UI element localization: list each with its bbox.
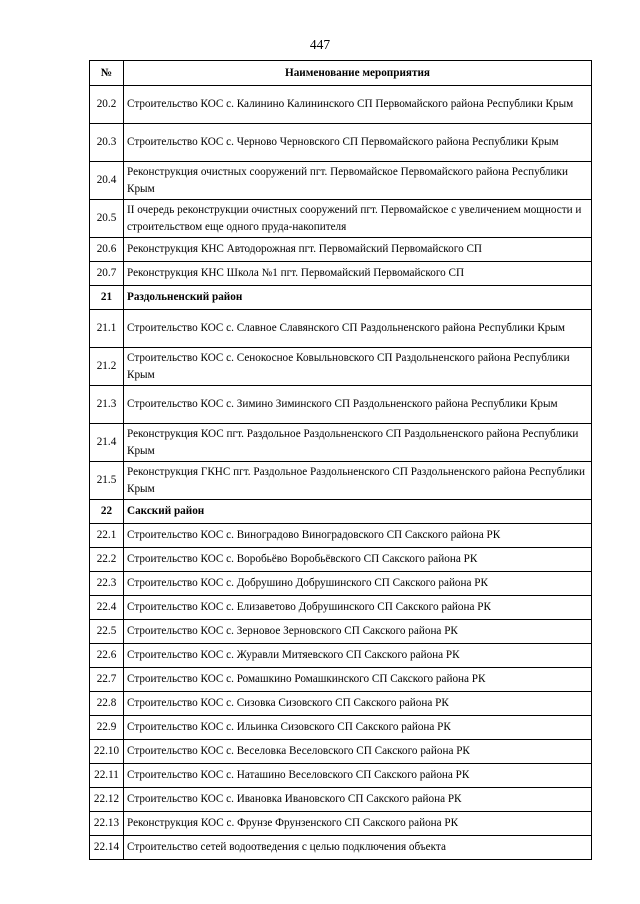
- row-number: 20.3: [90, 124, 124, 162]
- row-name: Реконструкция КНС Школа №1 пгт. Первомайский Первомайского СП: [124, 262, 592, 286]
- table-row: [90, 572, 592, 596]
- section-title: Раздольненский район: [124, 286, 592, 310]
- table-row: [90, 310, 592, 348]
- row-name: Строительство КОС с. Сизовка Сизовского СП Сакского района РК: [124, 692, 592, 716]
- row-name: Строительство КОС с. Воробьёво Воробьёвского СП Сакского района РК: [124, 548, 592, 572]
- table-row: [90, 668, 592, 692]
- table-row: [90, 620, 592, 644]
- table-row: [90, 716, 592, 740]
- table-row: [90, 200, 592, 238]
- page-number: 447: [309, 37, 331, 52]
- table-row: [90, 740, 592, 764]
- table-row: [90, 596, 592, 620]
- table-row: [90, 764, 592, 788]
- row-name: Строительство сетей водоотведения с целью подключения объекта: [124, 836, 592, 860]
- table-row: [90, 462, 592, 500]
- row-number: 20.5: [90, 200, 124, 238]
- table-row: [90, 238, 592, 262]
- row-name: Строительство КОС с. Виноградово Виноградовского СП Сакского района РК: [124, 524, 592, 548]
- row-number: 22.8: [90, 692, 124, 716]
- row-number: 21.1: [90, 310, 124, 348]
- row-number: 20.6: [90, 238, 124, 262]
- row-name: Строительство КОС с. Добрушино Добрушинского СП Сакского района РК: [124, 572, 592, 596]
- row-number: 22.14: [90, 836, 124, 860]
- row-number: 21.5: [90, 462, 124, 500]
- row-number: 21.3: [90, 386, 124, 424]
- row-name: Реконструкция очистных сооружений пгт. Первомайское Первомайского района Республики Крым: [124, 162, 592, 200]
- row-number: 22.11: [90, 764, 124, 788]
- row-number: 22.2: [90, 548, 124, 572]
- row-name: Строительство КОС с. Зимино Зиминского СП Раздольненского района Республики Крым: [124, 386, 592, 424]
- section-row: [90, 500, 592, 524]
- row-name: Строительство КОС с. Журавли Митяевского СП Сакского района РК: [124, 644, 592, 668]
- row-name: Строительство КОС с. Ивановка Ивановского СП Сакского района РК: [124, 788, 592, 812]
- table-row: [90, 788, 592, 812]
- row-name: Строительство КОС с. Елизаветово Добрушинского СП Сакского района РК: [124, 596, 592, 620]
- row-number: 20.7: [90, 262, 124, 286]
- row-number: 22.12: [90, 788, 124, 812]
- row-name: Строительство КОС с. Черново Черновского СП Первомайского района Республики Крым: [124, 124, 592, 162]
- row-number: 22.9: [90, 716, 124, 740]
- row-name: Реконструкция КНС Автодорожная пгт. Первомайский Первомайского СП: [124, 238, 592, 262]
- row-name: Строительство КОС с. Зерновое Зерновского СП Сакского района РК: [124, 620, 592, 644]
- row-name: Строительство КОС с. Ромашкино Ромашкинского СП Сакского района РК: [124, 668, 592, 692]
- row-number: 20.4: [90, 162, 124, 200]
- table-row: [90, 836, 592, 860]
- section-title: Сакский район: [124, 500, 592, 524]
- table-row: [90, 348, 592, 386]
- row-number: 22.6: [90, 644, 124, 668]
- row-number: 22.7: [90, 668, 124, 692]
- table-row: [90, 644, 592, 668]
- row-number: 22.10: [90, 740, 124, 764]
- row-name: Строительство КОС с. Ильинка Сизовского СП Сакского района РК: [124, 716, 592, 740]
- table-row: [90, 86, 592, 124]
- table-row: [90, 548, 592, 572]
- row-name: Строительство КОС с. Калинино Калининского СП Первомайского района Республики Крым: [124, 86, 592, 124]
- row-number: 21.4: [90, 424, 124, 462]
- header-number: №: [90, 61, 124, 86]
- table-row: [90, 524, 592, 548]
- row-name: II очередь реконструкции очистных сооружений пгт. Первомайское с увеличением мощности и строительством еще одного пруда-накопителя: [124, 200, 592, 238]
- row-number: 22.1: [90, 524, 124, 548]
- row-name: Строительство КОС с. Веселовка Веселовского СП Сакского района РК: [124, 740, 592, 764]
- measures-table: [89, 60, 592, 860]
- table-row: [90, 386, 592, 424]
- row-number: 22.5: [90, 620, 124, 644]
- section-number: 21: [90, 286, 124, 310]
- section-row: [90, 286, 592, 310]
- row-name: Реконструкция КОС с. Фрунзе Фрунзенского СП Сакского района РК: [124, 812, 592, 836]
- row-name: Реконструкция ГКНС пгт. Раздольное Раздольненского СП Раздольненского района Республики Крым: [124, 462, 592, 500]
- row-name: Строительство КОС с. Наташино Веселовского СП Сакского района РК: [124, 764, 592, 788]
- table-header-row: [90, 61, 592, 86]
- section-number: 22: [90, 500, 124, 524]
- header-name: Наименование мероприятия: [124, 61, 592, 86]
- row-number: 22.13: [90, 812, 124, 836]
- row-name: Реконструкция КОС пгт. Раздольное Раздольненского СП Раздольненского района Республики Крым: [124, 424, 592, 462]
- row-number: 20.2: [90, 86, 124, 124]
- row-number: 22.3: [90, 572, 124, 596]
- row-name: Строительство КОС с. Сенокосное Ковыльновского СП Раздольненского района Республики Крым: [124, 348, 592, 386]
- table-row: [90, 162, 592, 200]
- table-row: [90, 812, 592, 836]
- row-name: Строительство КОС с. Славное Славянского СП Раздольненского района Республики Крым: [124, 310, 592, 348]
- table-row: [90, 124, 592, 162]
- table-row: [90, 424, 592, 462]
- table-row: [90, 692, 592, 716]
- table-row: [90, 262, 592, 286]
- row-number: 21.2: [90, 348, 124, 386]
- row-number: 22.4: [90, 596, 124, 620]
